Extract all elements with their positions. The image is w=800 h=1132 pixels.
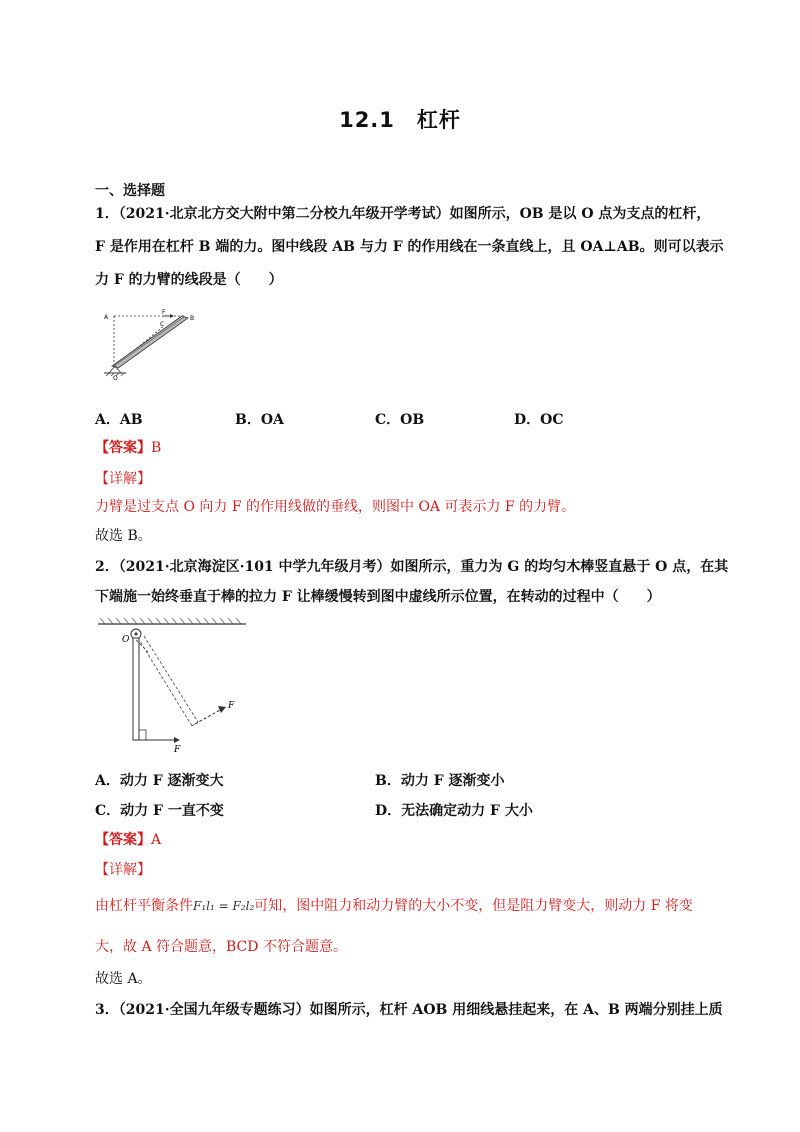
q1-option-b: B．OA <box>235 412 284 428</box>
q2-label-f-rotated: F <box>228 701 235 711</box>
q2-label-o: O <box>122 635 130 645</box>
q2-answer-value: A <box>151 832 162 848</box>
q1-detail-tag: 【详解】 <box>95 471 151 487</box>
q2-stem-line1: 2．（2021·北京海淀区·101 中学九年级月考）如图所示，重力为 G 的均匀木棒竖直悬于 O 点，在其 <box>95 559 729 575</box>
q2-label-f-vertical: F <box>174 745 181 754</box>
page-title <box>0 104 800 134</box>
q1-answer <box>95 437 161 459</box>
q1-conclusion: 故选 B。 <box>95 528 152 544</box>
q2-detail-post: 可知，图中阻力和动力臂的大小不变，但是阻力臂变大，则动力 F 将变 <box>254 898 693 914</box>
q2-answer-tag: 【答案】 <box>95 832 151 848</box>
q1-lever-figure <box>100 308 200 380</box>
q1-label-b: B <box>190 315 195 322</box>
q1-option-d: D．OC <box>514 412 564 428</box>
q1-answer-value: B <box>151 440 162 456</box>
q2-option-d: D．无法确定动力 F 大小 <box>375 803 533 819</box>
q2-answer <box>95 829 161 851</box>
q1-stem-line2: F 是作用在杠杆 B 端的力。图中线段 AB 与力 F 的作用线在一条直线上，且 OA⊥AB。则可以表示 <box>95 239 724 255</box>
q1-detail-text: 力臂是过支点 O 向力 F 的作用线做的垂线，则图中 OA 可表示力 F 的力臂。 <box>95 499 576 515</box>
q2-detail-pre: 由杠杆平衡条件 <box>95 898 193 914</box>
q2-option-b: B．动力 F 逐渐变小 <box>375 773 505 789</box>
q2-formula: F₁l₁ = F₂l₂ <box>193 899 255 913</box>
q3-stem-line1: 3．（2021·全国九年级专题练习）如图所示，杠杆 AOB 用细线悬挂起来，在 A、B 两端分别挂上质 <box>95 1002 723 1018</box>
q1-option-c: C．OB <box>375 412 425 428</box>
q2-detail-line2: 大，故 A 符合题意，BCD 不符合题意。 <box>95 939 347 955</box>
q2-option-c: C．动力 F 一直不变 <box>95 803 224 819</box>
q2-stem-line2: 下端施一始终垂直于棒的拉力 F 让棒缓慢转到图中虚线所示位置，在转动的过程中（ ） <box>95 589 661 605</box>
q2-rod-figure <box>96 618 256 754</box>
q1-answer-tag: 【答案】 <box>95 440 151 456</box>
q2-conclusion: 故选 A。 <box>95 971 152 987</box>
q2-option-a: A．动力 F 逐渐变大 <box>95 773 224 789</box>
q2-detail-tag: 【详解】 <box>95 862 151 878</box>
section-heading: 一、选择题 <box>95 183 165 199</box>
q1-option-a: A．AB <box>95 412 143 428</box>
q1-label-o: O <box>113 375 118 380</box>
q1-stem-line3: 力 F 的力臂的线段是（ ） <box>95 272 283 288</box>
q1-stem-line1: 1．（2021·北京北方交大附中第二分校九年级开学考试）如图所示，OB 是以 O 点为支点的杠杆， <box>95 206 711 222</box>
q1-label-c: C <box>160 321 165 328</box>
section-number: 12.1 <box>339 108 395 132</box>
title-text: 杠杆 <box>416 108 461 132</box>
q2-detail-line1 <box>95 895 693 917</box>
q1-label-f: F <box>162 309 166 316</box>
q1-label-a: A <box>104 314 109 321</box>
